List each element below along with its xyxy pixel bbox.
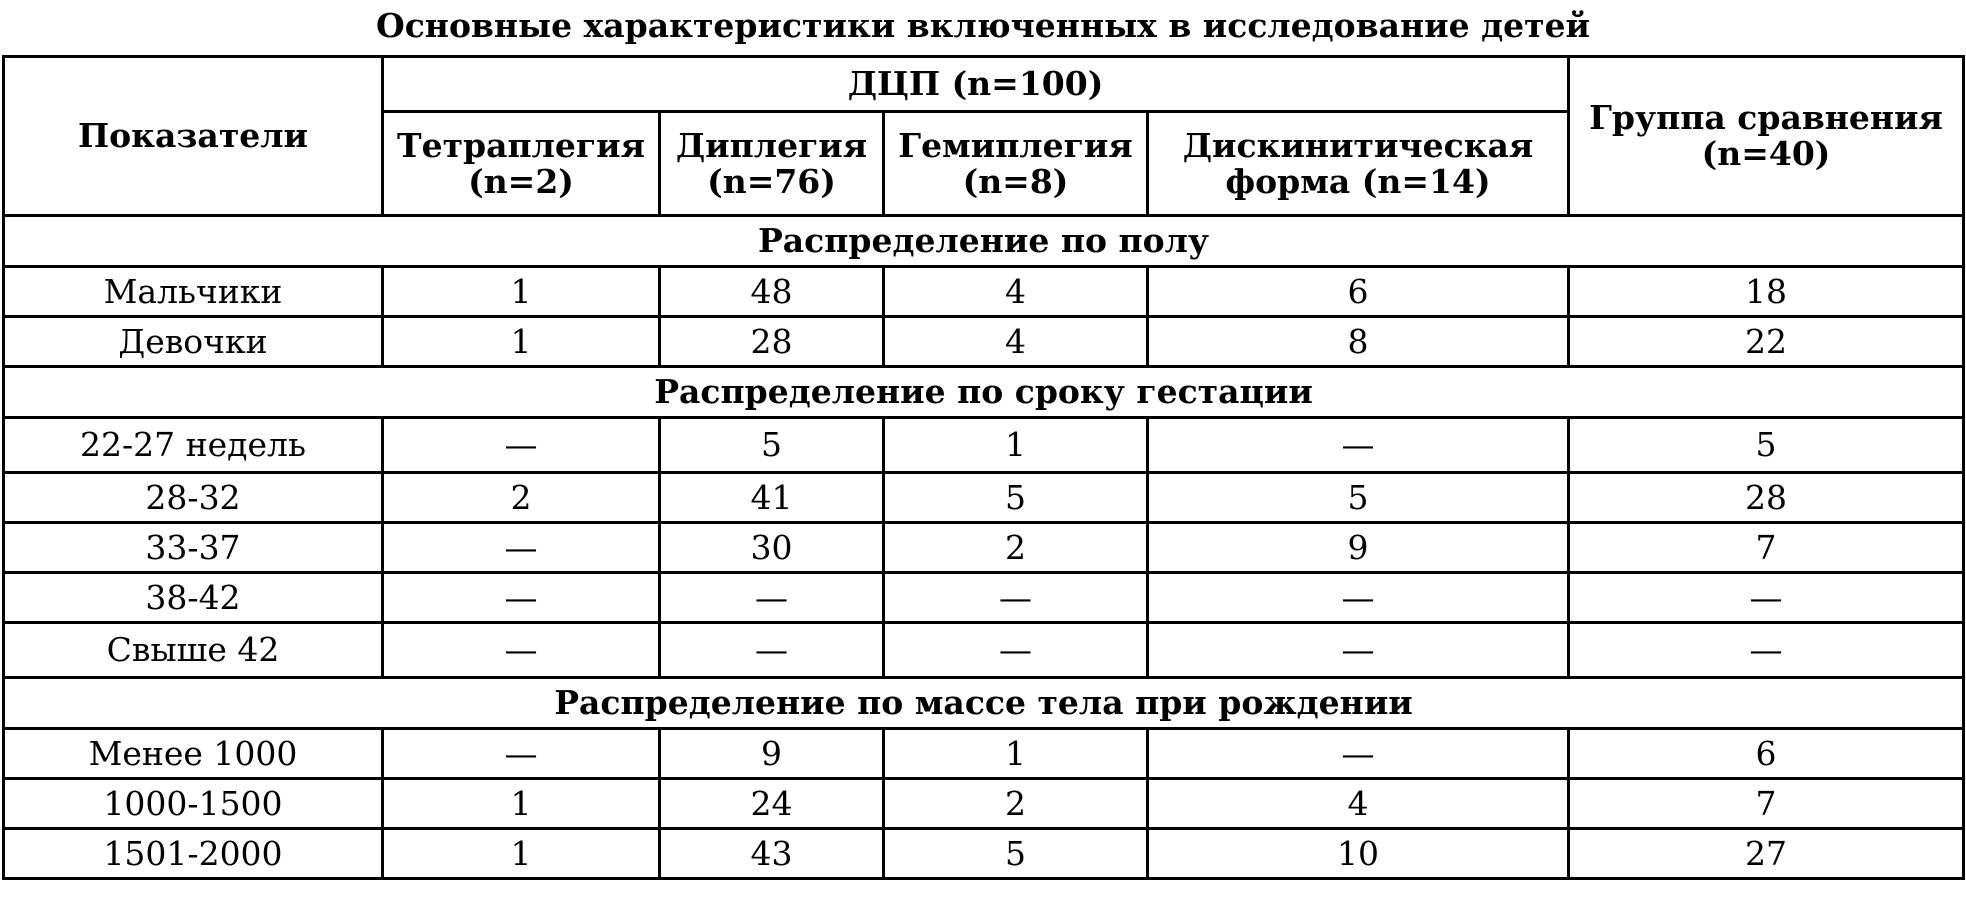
table-cell: 2 bbox=[884, 523, 1148, 573]
table-cell: 30 bbox=[660, 523, 884, 573]
table-row bbox=[4, 829, 1964, 879]
header-hemiplegia-line2: (n=8) bbox=[962, 161, 1069, 201]
table-cell: 9 bbox=[660, 729, 884, 779]
header-hemiplegia-line1: Гемиплегия bbox=[898, 125, 1133, 165]
table-row bbox=[4, 267, 1964, 317]
header-diplegia bbox=[660, 112, 884, 216]
table-cell: 18 bbox=[1569, 267, 1964, 317]
section-title-sex: Распределение по полу bbox=[4, 216, 1964, 267]
table-cell: 4 bbox=[1148, 779, 1569, 829]
header-tetraplegia-line1: Тетраплегия bbox=[397, 125, 645, 165]
table-cell: 27 bbox=[1569, 829, 1964, 879]
table-cell: — bbox=[660, 623, 884, 678]
table-row bbox=[4, 473, 1964, 523]
row-label: 1501-2000 bbox=[4, 829, 383, 879]
table-cell: — bbox=[383, 523, 660, 573]
table-cell: 5 bbox=[1148, 473, 1569, 523]
table-cell: — bbox=[884, 623, 1148, 678]
table-cell: — bbox=[383, 418, 660, 473]
table-cell: — bbox=[383, 729, 660, 779]
table-cell: 48 bbox=[660, 267, 884, 317]
table-row bbox=[4, 779, 1964, 829]
section-title-gestation: Распределение по сроку гестации bbox=[4, 367, 1964, 418]
row-label: 28-32 bbox=[4, 473, 383, 523]
table-cell: — bbox=[383, 623, 660, 678]
table-cell: 8 bbox=[1148, 317, 1569, 367]
header-tetraplegia-line2: (n=2) bbox=[468, 161, 574, 201]
header-diplegia-line2: (n=76) bbox=[707, 161, 836, 201]
table-cell: 41 bbox=[660, 473, 884, 523]
header-diplegia-line1: Диплегия bbox=[675, 125, 868, 165]
row-label: 1000-1500 bbox=[4, 779, 383, 829]
header-comparison-group bbox=[1569, 57, 1964, 216]
header-dcp-group: ДЦП (n=100) bbox=[383, 57, 1569, 112]
table-row bbox=[4, 317, 1964, 367]
table-cell: 9 bbox=[1148, 523, 1569, 573]
table-cell: 4 bbox=[884, 267, 1148, 317]
table-cell: 5 bbox=[1569, 418, 1964, 473]
table-row bbox=[4, 523, 1964, 573]
table-cell: 1 bbox=[383, 829, 660, 879]
table-cell: — bbox=[1148, 418, 1569, 473]
row-label: 33-37 bbox=[4, 523, 383, 573]
table-cell: 22 bbox=[1569, 317, 1964, 367]
table-row bbox=[4, 418, 1964, 473]
table-cell: — bbox=[1148, 623, 1569, 678]
header-comparison-line2: (n=40) bbox=[1701, 134, 1831, 173]
header-dyskinetic-line2: форма (n=14) bbox=[1225, 161, 1491, 201]
table-cell: 1 bbox=[383, 267, 660, 317]
section-title-birth-weight: Распределение по массе тела при рождении bbox=[4, 678, 1964, 729]
row-label: Менее 1000 bbox=[4, 729, 383, 779]
table-cell: 28 bbox=[1569, 473, 1964, 523]
header-tetraplegia bbox=[383, 112, 660, 216]
table-cell: 1 bbox=[383, 317, 660, 367]
table-cell: — bbox=[1569, 573, 1964, 623]
table-cell: 6 bbox=[1569, 729, 1964, 779]
table-cell: 10 bbox=[1148, 829, 1569, 879]
table-cell: — bbox=[884, 573, 1148, 623]
table-row bbox=[4, 623, 1964, 678]
header-hemiplegia bbox=[884, 112, 1148, 216]
table-cell: — bbox=[660, 573, 884, 623]
table-cell: 1 bbox=[383, 779, 660, 829]
table-cell: 5 bbox=[660, 418, 884, 473]
table-cell: 7 bbox=[1569, 523, 1964, 573]
table-cell: 6 bbox=[1148, 267, 1569, 317]
table-row bbox=[4, 573, 1964, 623]
table-row bbox=[4, 729, 1964, 779]
table-cell: — bbox=[1569, 623, 1964, 678]
row-label: 22-27 недель bbox=[4, 418, 383, 473]
header-dyskinetic-line1: Дискинитическая bbox=[1182, 125, 1534, 165]
table-cell: 4 bbox=[884, 317, 1148, 367]
table-cell: 7 bbox=[1569, 779, 1964, 829]
table-cell: 43 bbox=[660, 829, 884, 879]
table-caption: Основные характеристики включенных в исследование детей bbox=[375, 6, 1591, 45]
row-label: Свыше 42 bbox=[4, 623, 383, 678]
header-dyskinetic bbox=[1148, 112, 1569, 216]
table-cell: — bbox=[1148, 573, 1569, 623]
table-cell: — bbox=[383, 573, 660, 623]
row-label: Девочки bbox=[4, 317, 383, 367]
table-cell: 5 bbox=[884, 473, 1148, 523]
header-comparison-line1: Группа сравнения bbox=[1589, 98, 1943, 137]
table-cell: 28 bbox=[660, 317, 884, 367]
table-cell: — bbox=[1148, 729, 1569, 779]
header-indicators: Показатели bbox=[4, 57, 383, 216]
table-cell: 2 bbox=[884, 779, 1148, 829]
table-cell: 2 bbox=[383, 473, 660, 523]
characteristics-table bbox=[2, 55, 1965, 880]
row-label: Мальчики bbox=[4, 267, 383, 317]
table-cell: 24 bbox=[660, 779, 884, 829]
table-cell: 1 bbox=[884, 729, 1148, 779]
row-label: 38-42 bbox=[4, 573, 383, 623]
table-cell: 1 bbox=[884, 418, 1148, 473]
table-cell: 5 bbox=[884, 829, 1148, 879]
